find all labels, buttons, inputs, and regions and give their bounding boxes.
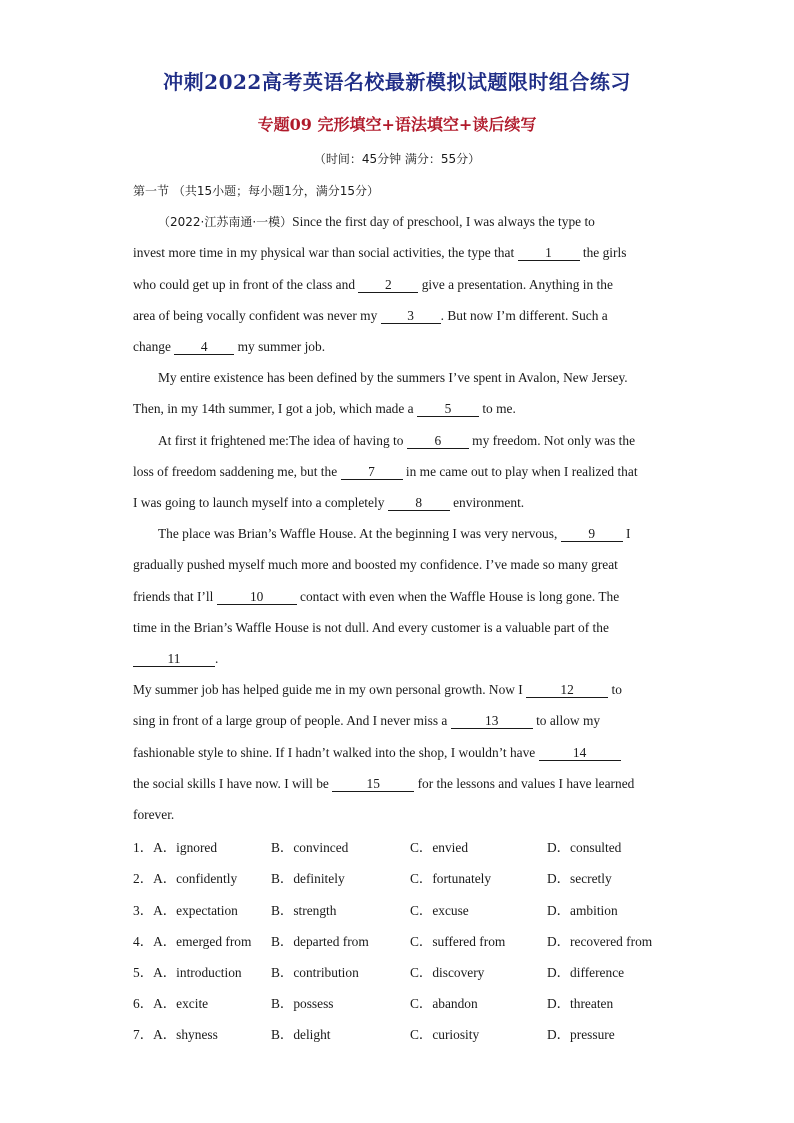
passage-line: 11 .	[133, 650, 661, 668]
option-c: C．discovery	[410, 965, 485, 980]
blank-1: 1	[518, 246, 580, 261]
option-b: B．strength	[271, 903, 337, 918]
option-d: D．recovered from	[547, 934, 653, 949]
option-c: C．excuse	[410, 903, 469, 918]
option-a: 2．A．confidently	[133, 871, 238, 886]
option-a: 6．A．excite	[133, 996, 209, 1011]
option-c: C．envied	[410, 840, 469, 855]
option-b: B．delight	[271, 1027, 331, 1042]
passage-line: forever.	[133, 807, 175, 822]
question-options	[133, 931, 673, 949]
question-options	[133, 993, 673, 1011]
option-b: B．contribution	[271, 965, 359, 980]
passage-line: My summer job has helped guide me in my own personal growth. Now I 12 to	[133, 682, 622, 697]
option-a: 7．A．shyness	[133, 1027, 218, 1042]
passage-line: friends that I’ll 10 contact with even when the Waffle House is long gone. The	[133, 589, 620, 604]
question-options	[133, 868, 673, 886]
passage-line: invest more time in my physical war than social activities, the type that 1 the girls	[133, 245, 627, 260]
section-header: 第一节 （共15小题；每小题1分，满分15分）	[133, 184, 379, 198]
option-d: D．ambition	[547, 903, 618, 918]
option-b: B．definitely	[271, 871, 345, 886]
passage-line: change 4 my summer job.	[133, 339, 326, 354]
blank-13: 13	[451, 714, 533, 729]
option-a: 1．A．ignored	[133, 840, 218, 855]
blank-8: 8	[388, 496, 450, 511]
option-a: 5．A．introduction	[133, 965, 242, 980]
passage-line: gradually pushed myself much more and boosted my confidence. I’ve made so many great	[133, 557, 618, 572]
option-d: D．difference	[547, 965, 625, 980]
passage-line: Then, in my 14th summer, I got a job, which made a 5 to me.	[133, 401, 516, 416]
option-d: D．threaten	[547, 996, 614, 1011]
passage-line: At first it frightened me:The idea of having to 6 my freedom. Not only was the	[158, 433, 636, 448]
question-options	[133, 837, 673, 855]
option-a: 4．A．emerged from	[133, 934, 252, 949]
passage-line: The place was Brian’s Waffle House. At the beginning I was very nervous, 9 I	[158, 526, 631, 541]
passage-line: loss of freedom saddening me, but the 7 in me came out to play when I realized that	[133, 464, 638, 479]
blank-6: 6	[407, 434, 469, 449]
blank-9: 9	[561, 527, 623, 542]
option-c: C．abandon	[410, 996, 478, 1011]
option-c: C．suffered from	[410, 934, 506, 949]
passage-source: （2022·江苏南通·一模）	[158, 215, 293, 229]
page-subtitle: 专题09 完形填空+语法填空+读后续写	[257, 115, 537, 134]
blank-5: 5	[417, 402, 479, 417]
blank-2: 2	[358, 278, 418, 293]
passage-line: fashionable style to shine. If I hadn’t walked into the shop, I wouldn’t have 14	[133, 744, 661, 762]
blank-3: 3	[381, 309, 441, 324]
passage-line: the social skills I have now. I will be 15 for the lessons and values I have learned	[133, 776, 635, 791]
passage-line: who could get up in front of the class and 2 give a presentation. Anything in the	[133, 277, 613, 292]
blank-7: 7	[341, 465, 403, 480]
passage-line: sing in front of a large group of people. And I never miss a 13 to allow my	[133, 713, 601, 728]
blank-10: 10	[217, 590, 297, 605]
option-d: D．pressure	[547, 1027, 615, 1042]
blank-15: 15	[332, 777, 414, 792]
option-d: D．consulted	[547, 840, 622, 855]
page-title: 冲刺2022高考英语名校最新模拟试题限时组合练习	[163, 70, 631, 94]
passage-line: My entire existence has been defined by the summers I’ve spent in Avalon, New Jersey.	[158, 370, 628, 385]
option-c: C．fortunately	[410, 871, 492, 886]
passage-line: time in the Brian’s Waffle House is not dull. And every customer is a valuable part of the	[133, 620, 609, 635]
option-a: 3．A．expectation	[133, 903, 238, 918]
option-b: B．departed from	[271, 934, 369, 949]
question-options	[133, 962, 673, 980]
question-options	[133, 900, 673, 918]
option-d: D．secretly	[547, 871, 612, 886]
blank-4: 4	[174, 340, 234, 355]
passage-line: （2022·江苏南通·一模）Since the first day of preschool, I was always the type to	[158, 214, 595, 229]
option-b: B．possess	[271, 996, 334, 1011]
passage-line: area of being vocally confident was never my 3 . But now I’m different. Such a	[133, 308, 608, 323]
passage-line: I was going to launch myself into a completely 8 environment.	[133, 495, 525, 510]
exam-timing: （时间：45分钟 满分：55分）	[313, 152, 481, 166]
option-b: B．convinced	[271, 840, 349, 855]
question-options	[133, 1024, 673, 1042]
option-c: C．curiosity	[410, 1027, 480, 1042]
blank-12: 12	[526, 683, 608, 698]
blank-14: 14	[539, 746, 621, 761]
blank-11: 11	[133, 652, 215, 667]
